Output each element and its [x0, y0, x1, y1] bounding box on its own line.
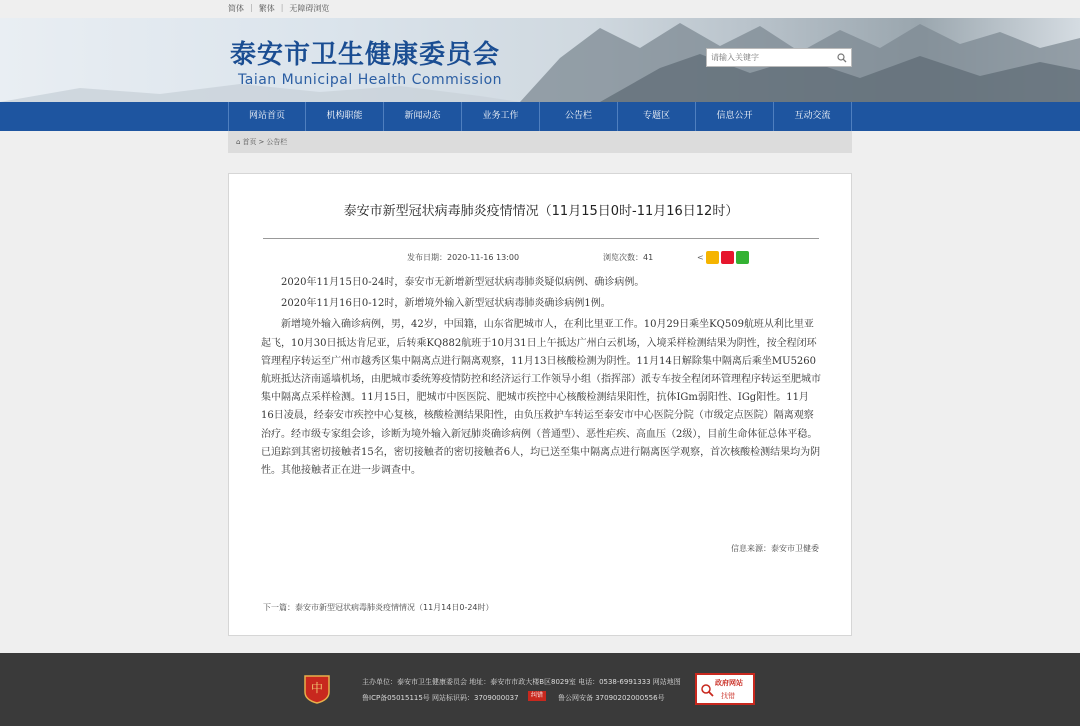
share-bar [697, 251, 749, 264]
next-article-link[interactable]: 下一篇：泰安市新型冠状病毒肺炎疫情情况（11月14日0-24时） [263, 603, 494, 612]
nav-item-functions[interactable]: 机构职能 [306, 102, 384, 131]
gov-site-title: 政府网站 [715, 679, 743, 687]
breadcrumb-home[interactable]: 首页 [242, 138, 257, 146]
footer-icp-line: 鲁ICP备05015115号 网站标识码：3709000037 [362, 694, 519, 702]
top-bar [0, 0, 1080, 18]
mountain-image [0, 18, 1080, 102]
nav-item-business[interactable]: 业务工作 [462, 102, 540, 131]
traditional-link[interactable]: 繁体 [258, 4, 275, 13]
party-emblem-icon [302, 672, 332, 704]
article-title: 泰安市新型冠状病毒肺炎疫情情况（11月15日0时-11月16日12时） [343, 204, 739, 219]
separator: | [250, 3, 253, 12]
nav-item-disclosure[interactable]: 信息公开 [696, 102, 774, 131]
nav-item-home[interactable]: 网站首页 [228, 102, 306, 131]
accessibility-link[interactable]: 无障碍浏览 [289, 4, 330, 13]
breadcrumb [228, 131, 852, 153]
site-title: 泰安市卫生健康委员会 [230, 40, 501, 70]
language-links [228, 3, 329, 14]
gov-site-sub: 找错 [721, 692, 735, 700]
info-source: 信息来源：泰安市卫健委 [731, 544, 819, 553]
search-input[interactable] [707, 49, 833, 66]
view-count: 浏览次数：41 [603, 253, 654, 262]
breadcrumb-separator: > [258, 138, 265, 146]
site-subtitle: Taian Municipal Health Commission [238, 72, 503, 88]
footer-police-record: 鲁公网安备 37090202000556号 [558, 694, 665, 702]
nav-item-news[interactable]: 新闻动态 [384, 102, 462, 131]
qzone-share-icon[interactable] [706, 251, 719, 264]
title-divider [263, 238, 819, 239]
error-report-badge[interactable]: 纠错 [528, 691, 546, 701]
wechat-share-icon[interactable] [736, 251, 749, 264]
publish-date: 发布日期：2020-11-16 13:00 [407, 253, 520, 262]
nav-item-interaction[interactable]: 互动交流 [774, 102, 852, 131]
gov-site-error-button[interactable] [695, 673, 755, 705]
breadcrumb-current[interactable]: 公告栏 [266, 138, 288, 146]
article-paragraph: 2020年11月16日0-12时，新增境外输入新型冠状病毒肺炎确诊病例1例。 [281, 298, 611, 310]
article-body [261, 274, 821, 483]
article-paragraph: 2020年11月15日0-24时，泰安市无新增新型冠状病毒肺炎疑似病例、确诊病例。 [281, 277, 645, 288]
gov-search-icon [700, 683, 714, 697]
main-nav [0, 102, 1080, 131]
share-icon: < [697, 253, 704, 262]
simplified-link[interactable]: 简体 [228, 4, 244, 13]
home-icon: ⌂ [236, 138, 241, 146]
weibo-share-icon[interactable] [721, 251, 734, 264]
footer-info-line: 主办单位：泰安市卫生健康委员会 地址：泰安市市政大楼B区8029室 电话：0538-6991333 网站地图 [362, 678, 681, 686]
search-icon[interactable] [833, 49, 851, 66]
nav-item-topics[interactable]: 专题区 [618, 102, 696, 131]
article-paragraph: 新增境外输入确诊病例，男，42岁，中国籍，山东省肥城市人，在利比里亚工作。10月29日乘坐KQ509航班从利比里亚起飞，10月30日抵达肯尼亚，后转乘KQ882航班于10月31日上午抵达广州白云机场，入境采样检测结果为阴性，按全程闭环管理程序转运至广州市越秀区集中隔离点进行隔离观察，11月13日核酸检测为阴性。11月14日解除集中隔离后乘坐MU5260航班抵达济南遥墙机场，由肥城市委统筹疫情防控和经济运行工作领导小组（指挥部）派专车按全程闭环管理程序转运至肥城市集中隔离点采样检测。11月15日，肥城市中医医院、肥城市疾控中心核酸检测结果阳性，抗体IGm弱阳性、IGg阳性。11月16日凌晨，经泰安市疾控中心复核，核酸检测结果阳性，由负压救护车转运至泰安市中心医院分院（市级定点医院）隔离观察治疗。经市级专家组会诊，诊断为境外输入新冠肺炎确诊病例（普通型）、恶性疟疾、高血压（2级），目前生命体征总体平稳。已追踪到其密切接触者15名，密切接触者的密切接触者6人，均已送至集中隔离点进行隔离医学观察，首次核酸检测结果均为阴性。其他接触者正在进一步调查中。 [261, 319, 821, 477]
footer [0, 653, 1080, 726]
svg-text:中: 中 [310, 681, 324, 695]
nav-item-notices[interactable]: 公告栏 [540, 102, 618, 131]
header-banner [0, 18, 1080, 102]
separator: | [280, 3, 284, 12]
search-box [706, 48, 852, 67]
article-panel [228, 173, 852, 636]
